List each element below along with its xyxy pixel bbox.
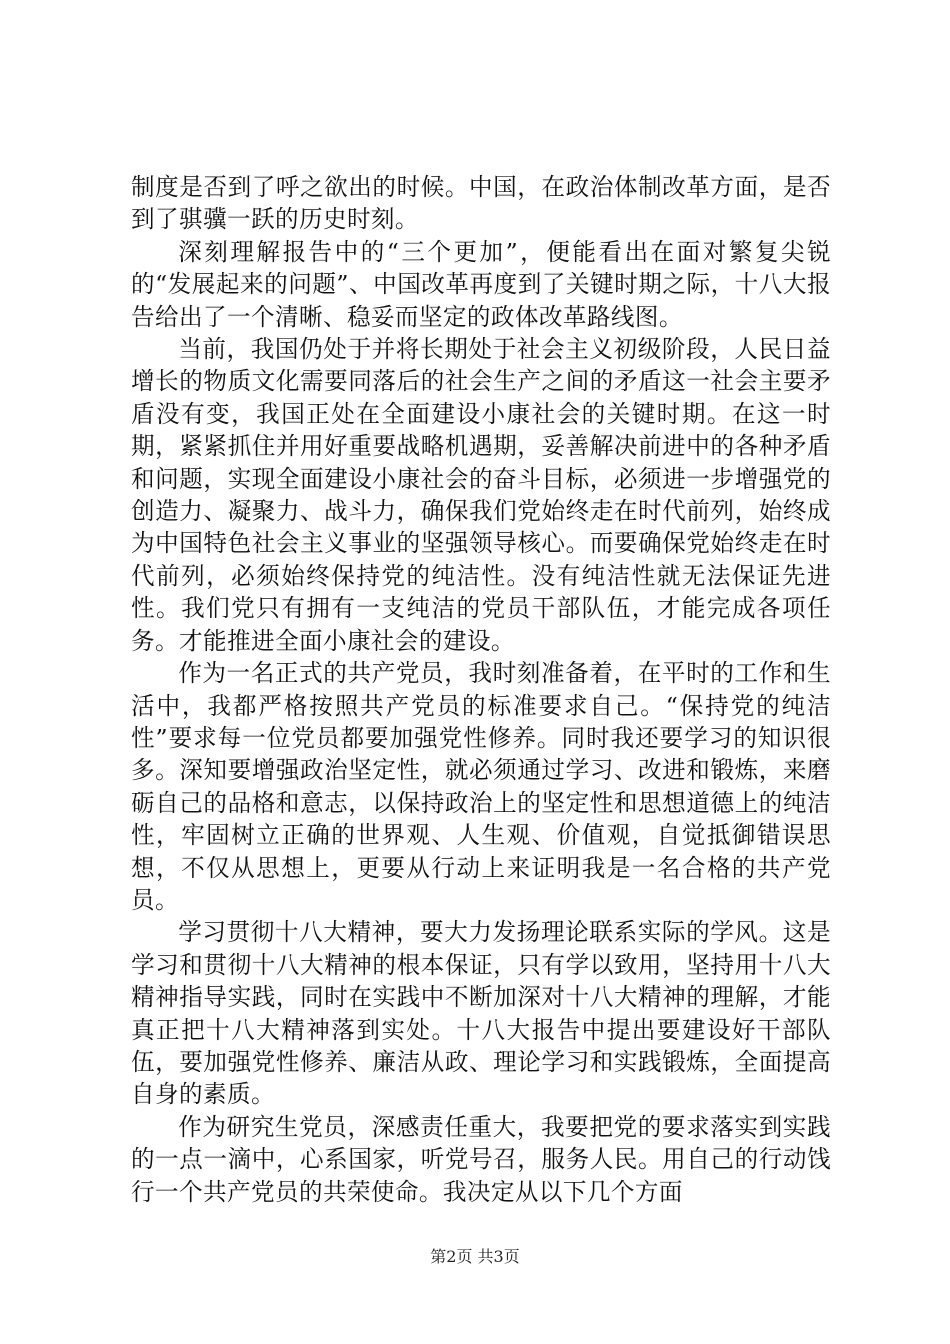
- paragraph-4: 作为一名正式的共产党员，我时刻准备着，在平时的工作和生活中，我都严格按照共产党员的标准要求自己。“保持党的纯洁性”要求每一位党员都要加强党性修养。同时我还要学习的知识很多。深知要增强政治坚定性，就必须通过学习、改进和锻炼，来磨砺自己的品格和意志，以保持政治上的坚定性和思想道德上的纯洁性，牢固树立正确的世界观、人生观、价值观，自觉抵御错误思想，不仅从思想上，更要从行动上来证明我是一名合格的共产党员。: [131, 659, 831, 914]
- paragraph-3: 当前，我国仍处于并将长期处于社会主义初级阶段，人民日益增长的物质文化需要同落后的社会生产之间的矛盾这一社会主要矛盾没有变，我国正处在全面建设小康社会的关键时期。在这一时期，紧紧抓住并用好重要战略机遇期，妥善解决前进中的各种矛盾和问题，实现全面建设小康社会的奋斗目标，必须进一步增强党的创造力、凝聚力、战斗力，确保我们党始终走在时代前列，始终成为中国特色社会主义事业的坚强领导核心。而要确保党始终走在时代前列，必须始终保持党的纯洁性。没有纯洁性就无法保证先进性。我们党只有拥有一支纯洁的党员干部队伍，才能完成各项任务。才能推进全面小康社会的建设。: [131, 335, 831, 655]
- paragraph-6: 作为研究生党员，深感责任重大，我要把党的要求落实到实践的一点一滴中，心系国家，听党号召，服务人民。用自己的行动饯行一个共产党员的共荣使命。我决定从以下几个方面: [131, 1112, 831, 1206]
- paragraph-5: 学习贯彻十八大精神，要大力发扬理论联系实际的学风。这是学习和贯彻十八大精神的根本保证，只有学以致用，坚持用十八大精神指导实践，同时在实践中不断加深对十八大精神的理解，才能真正把十八大精神落到实处。十八大报告中提出要建设好干部队伍，要加强党性修养、廉洁从政、理论学习和实践锻炼，全面提高自身的素质。: [131, 918, 831, 1109]
- paragraph-1: 制度是否到了呼之欲出的时候。中国，在政治体制改革方面，是否到了骐骥一跃的历史时刻。: [131, 173, 831, 234]
- document-body: [131, 171, 831, 1208]
- paragraph-2: 深刻理解报告中的“三个更加”，便能看出在面对繁复尖锐的“发展起来的问题”、中国改革再度到了关键时期之际，十八大报告给出了一个清晰、稳妥而坚定的政体改革路线图。: [131, 237, 831, 331]
- page-number-footer: 第2页 共3页: [430, 1247, 520, 1266]
